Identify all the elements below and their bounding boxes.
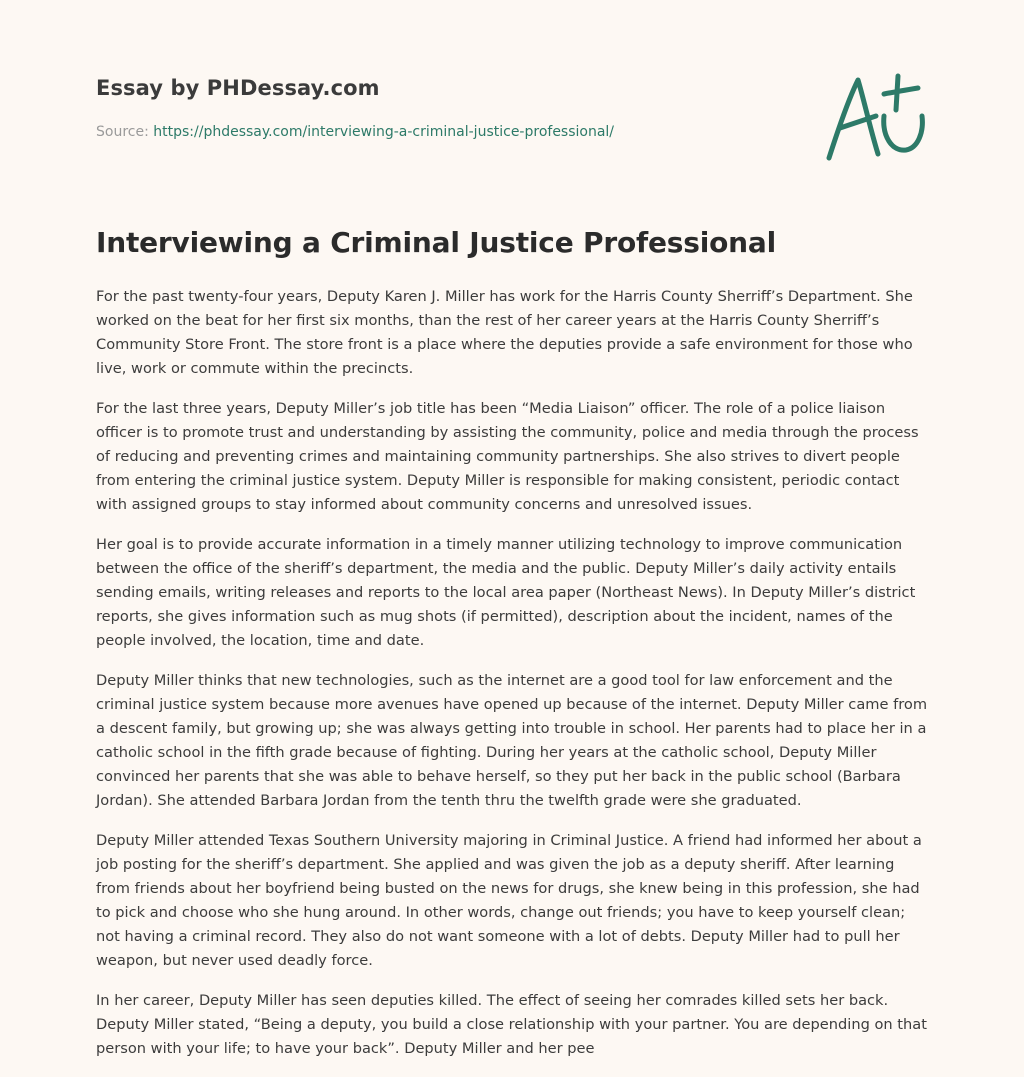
essay-paragraph: For the past twenty-four years, Deputy Karen J. Miller has work for the Harris County Sherriff’s Department. She worked on the beat for her first six months, than the rest of her career years at the Harris County Sherriff’s Community Store Front. The store front is a place where the deputies provide a safe environment for those who live, work or commute within the precincts. [96,288,913,377]
essay-paragraph: Deputy Miller attended Texas Southern University majoring in Criminal Justice. A friend had informed her about a job posting for the sheriff’s department. She applied and was given the job as a deputy sheriff. After learning from friends about her boyfriend being busted on the news for drugs, she knew being in this profession, she had to pick and choose who she hung around. In other words, change out friends; you have to keep yourself clean; not having a criminal record. They also do not want someone with a lot of debts. Deputy Miller had to pull her weapon, but never used deadly force. [96,832,922,969]
essay-title: Interviewing a Criminal Justice Professional [96,226,776,259]
essay-paragraph: Deputy Miller thinks that new technologies, such as the internet are a good tool for law enforcement and the criminal justice system because more avenues have opened up because of the internet. Deputy Miller came from a descent family, but growing up; she was always getting into trouble in school. Her parents had to place her in a catholic school in the fifth grade because of fighting. During her years at the catholic school, Deputy Miller convinced her parents that she was able to behave herself, so they put her back in the public school (Barbara Jordan). She attended Barbara Jordan from the tenth thru the twelfth grade were she graduated. [96,672,928,809]
source-link[interactable]: https://phdessay.com/interviewing-a-criminal-justice-professional/ [153,124,615,140]
essay-paragraph: For the last three years, Deputy Miller’s job title has been “Media Liaison” officer. The role of a police liaison officer is to promote trust and understanding by assisting the community, police and media through the process of reducing and preventing crimes and maintaining community partnerships. She also strives to divert people from entering the criminal justice system. Deputy Miller is responsible for making consistent, periodic contact with assigned groups to stay informed about community concerns and unresolved issues. [96,400,919,513]
essay-paragraph: In her career, Deputy Miller has seen deputies killed. The effect of seeing her comrades killed sets her back. Deputy Miller stated, “Being a deputy, you build a close relationship with your partner. You are depending on that person with your life; to have your back”. Deputy Miller and her pee [96,992,927,1057]
source-label: Source: [96,124,154,140]
essay-paragraph: Her goal is to provide accurate information in a timely manner utilizing technology to improve communication between the office of the sheriff’s department, the media and the public. Deputy Miller’s daily activity entails sending emails, writing releases and reports to the local area paper (Northeast News). In Deputy Miller’s district reports, she gives information such as mug shots (if permitted), description about the incident, names of the people involved, the location, time and date. [96,536,916,649]
site-title: Essay by PHDessay.com [96,76,380,100]
a-plus-grade-icon [824,70,928,162]
essay-body [96,285,932,1077]
source-line [96,124,614,140]
